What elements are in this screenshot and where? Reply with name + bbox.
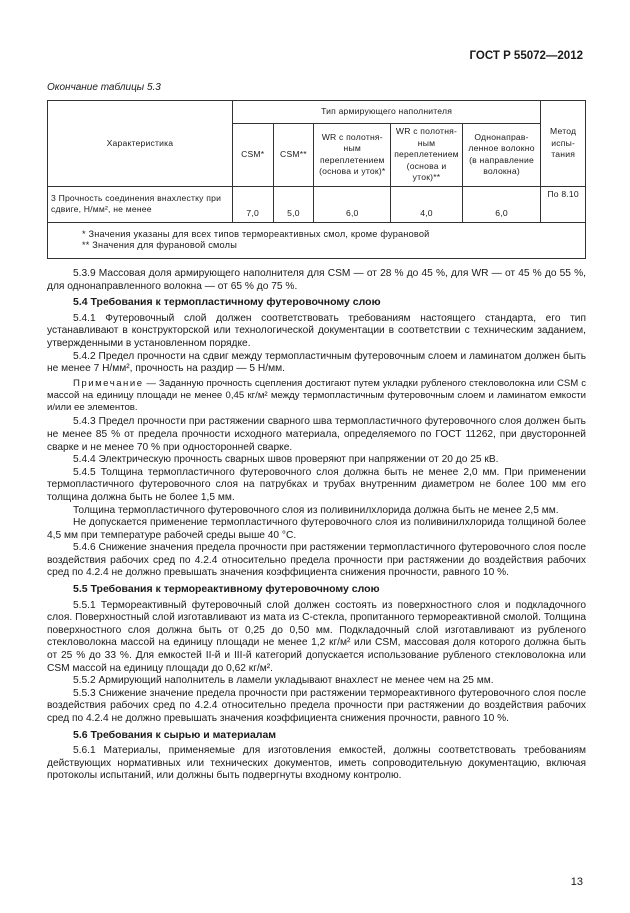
cell-value: 4,0 <box>391 186 463 222</box>
paragraph-5-4-2: 5.4.2 Предел прочности на сдвиг между термопластичным футеровочным слоем и ламинатом должен быть не менее 7 Н/мм², прочность на раздир — 5 Н/мм. <box>47 350 586 375</box>
paragraph-5-4-4: 5.4.4 Электрическую прочность сварных швов проверяют при напряжении от 20 до 25 кВ. <box>73 454 499 466</box>
table-notes <box>48 222 586 258</box>
document-code: ГОСТ Р 55072—2012 <box>469 50 583 62</box>
heading-5-5: 5.5 Требования к термореактивному футеровочному слою <box>73 583 380 596</box>
col-csm-2: CSM** <box>273 124 314 187</box>
heading-5-4: 5.4 Требования к термопластичному футеровочному слою <box>73 296 381 309</box>
page-number: 13 <box>570 876 583 888</box>
note-text: — Заданную прочность сцепления достигают путем укладки рубленого стекловолокна или CSM с массой на единицу площади не менее 0,45 кг/м² между термопластичным футеровочным слоем и ламинатом емкости и/или ее элементов. <box>47 377 586 414</box>
paragraph-5-4-5-c: Не допускается применение термопластичного футеровочного слоя из поливинилхлорида толщиной более 4,5 мм при температуре рабочей среды выше 40 °С. <box>47 517 586 541</box>
paragraph-5-5-1: 5.5.1 Термореактивный футеровочный слой должен состоять из поверхностного слоя и подкладочного слоя. Поверхностный слой изготавливают из мата из С-стекла, пропитанного термореактивной смолой. Толщина поверхностного слоя должна быть от 0,25 до 0,50 мм. Подкладочный слой изготавливают из рубленого стекловолокна массой на единицу площади не менее 1,2 кг/м² или CSM, массовая доля которого должна быть от 25 % до 33 %. Для емкостей II-й и III-й категорий допускается использование рубленого стекловолокна или CSM массой на единицу площади до 0,62 кг/м². <box>47 599 586 674</box>
paragraph-5-5-3: 5.5.3 Снижение значение предела прочности при растяжении термореактивного футеровочного слоя после воздействия рабочих сред по 4.2.4 относительно предела прочности при растяжении до воздействия рабочих сред по 4.2.4 не должно превышать значения коэффициента снижения прочности, равного 10 %. <box>47 687 586 725</box>
col-wr-2: WR с полотня-ным переплетением (основа и уток)** <box>391 124 463 187</box>
body-text <box>47 268 586 783</box>
table-note-2: ** Значения для фурановой смолы <box>82 240 238 250</box>
table-caption: Окончание таблицы 5.3 <box>47 82 161 93</box>
heading-5-6: 5.6 Требования к сырью и материалам <box>73 728 277 741</box>
cell-value: 6,0 <box>314 186 391 222</box>
col-wr-1: WR с полотня-ным переплетением (основа и уток)* <box>314 124 391 187</box>
paragraph-5-4-1: 5.4.1 Футеровочный слой должен соответствовать требованиям настоящего стандарта, его тип устанавливают в конструкторской или технологической документации в соответствии с техническим заданием, утвержденными в установленном порядке. <box>47 312 586 349</box>
cell-method: По 8.10 <box>541 186 586 222</box>
col-characteristic: Характеристика <box>48 101 233 187</box>
paragraph-5-4-5-b: Толщина термопластичного футеровочного слоя из поливинилхлорида должна быть не менее 2,5 мм. <box>73 504 559 516</box>
properties-table <box>47 100 586 259</box>
paragraph-5-4-6: 5.4.6 Снижение значения предела прочности при растяжении термопластичного футеровочного слоя после воздействия рабочих сред по 4.2.4 относительно предела прочности при растяжении до воздействия рабочих сред по 4.2.4 не должно превышать значения коэффициента снижения прочности, равного 10 %. <box>47 542 586 579</box>
paragraph-5-4-3: 5.4.3 Предел прочности при растяжении сварного шва термопластичного футеровочного слоя должен быть не менее 85 % от предела прочности исходного материала, определяемого по ГОСТ 11262, при двусторонней сварке и не менее 70 % при односторонней сварке. <box>47 416 586 453</box>
paragraph-5-3-9: 5.3.9 Массовая доля армирующего наполнителя для CSM — от 28 % до 45 %, для WR — от 45 % до 55 %, для однонаправленного волокна — от 65 % до 75 %. <box>47 268 586 292</box>
paragraph-5-5-2: 5.5.2 Армирующий наполнитель в ламели укладывают внахлест не менее чем на 25 мм. <box>73 675 494 687</box>
note-paragraph <box>47 378 586 415</box>
table-note-1: * Значения указаны для всех типов термореактивных смол, кроме фурановой <box>82 228 430 239</box>
row-label: 3 Прочность соединения внахлестку при сдвиге, Н/мм², не менее <box>48 186 233 222</box>
note-label: Примечание <box>73 377 144 389</box>
cell-value: 6,0 <box>462 186 541 222</box>
col-unidirectional: Однонаправ-ленное волокно (в направление волокна) <box>462 124 541 187</box>
col-group-reinforcement: Тип армирующего наполнителя <box>232 101 540 124</box>
cell-value: 5,0 <box>273 186 314 222</box>
paragraph-5-4-5: 5.4.5 Толщина термопластичного футеровочного слоя должна быть не менее 2,0 мм. При применении термопластичного футеровочного слоя на патрубках и трубах внутренним диаметром не более 100 мм его толщина должна быть не более 1,5 мм. <box>47 466 586 503</box>
paragraph-5-6-1: 5.6.1 Материалы, применяемые для изготовления емкостей, должны соответствовать требованиям действующих нормативных или технических документов, иметь сопроводительную документацию, включая протоколы испытаний, или должны быть подвергнуты входному контролю. <box>47 745 586 782</box>
col-csm-1: CSM* <box>232 124 273 187</box>
cell-value: 7,0 <box>232 186 273 222</box>
col-test-method: Метод испы-тания <box>541 101 586 187</box>
